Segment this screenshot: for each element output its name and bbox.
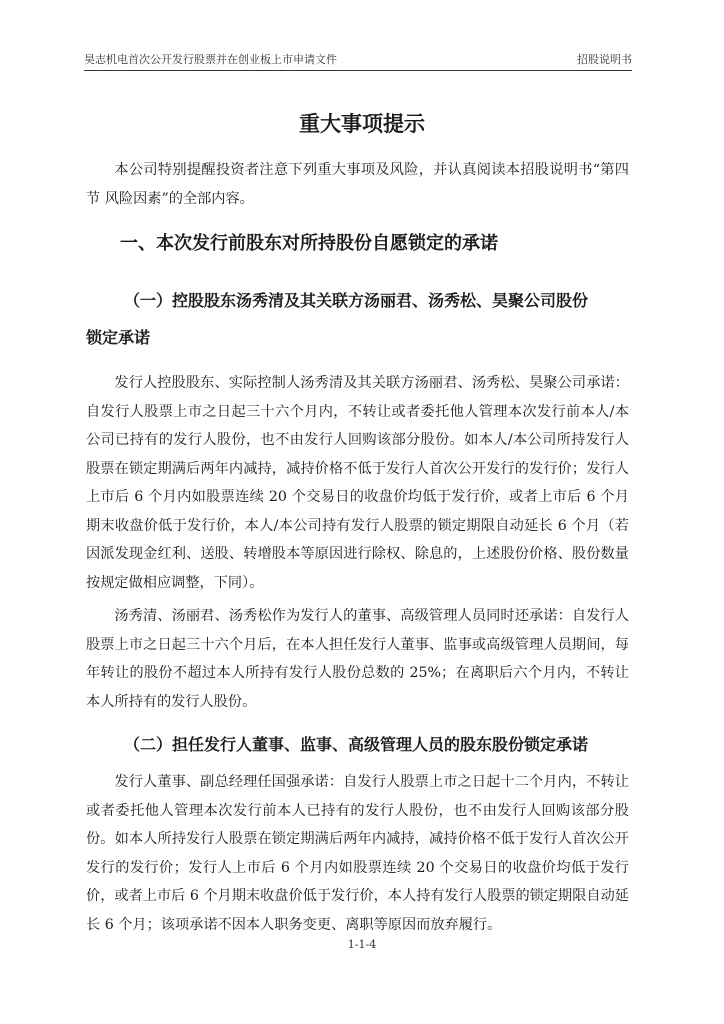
header-divider [84,70,632,71]
body-paragraph: 发行人控股股东、实际控制人汤秀清及其关联方汤丽君、汤秀松、昊聚公司承诺：自发行人股票上市之日起三十六个月内，不转让或者委托他人管理本次发行前本人/本公司已持有的发行人股份，也不由发行人回购该部分股份。如本人/本公司所持发行人股票在锁定期满后两年内减持，减持价格不低于发行人首次公开发行的发行价；发行人上市后 6 个月内如股票连续 20 个交易日的收盘价均低于发行价，或者上市后 6 个月期末收盘价低于发行价，本人/本公司持有发行人股票的锁定期限自动延长 6 个月（若因派发现金红利、送股、转增股本等原因进行除权、除息的，上述股份价格、股份数量按规定做相应调整，下同）。 [86,375,629,591]
page-number: 1-1-4 [347,938,377,951]
body-paragraph: 发行人董事、副总经理任国强承诺：自发行人股票上市之日起十二个月内，不转让或者委托他人管理本次发行前本人已持有的发行人股份，也不由发行人回购该部分股份。如本人所持发行人股票在锁定期满后两年内减持，减持价格不低于发行人首次公开发行的发行价；发行人上市后 6 个月内如股票连续 20 个交易日的收盘价均低于发行价，或者上市后 6 个月期末收盘价低于发行价，本人持有发行人股票的锁定期限自动延长 6 个月；该项承诺不因本人职务变更、离职等原因而放弃履行。 [86,774,629,933]
header-document-title: 昊志机电首次公开发行股票并在创业板上市申请文件 [84,53,337,66]
body-paragraph: 汤秀清、汤丽君、汤秀松作为发行人的董事、高级管理人员同时还承诺：自发行人股票上市之日起三十六个月后，在本人担任发行人董事、监事或高级管理人员期间，每年转让的股份不超过本人所持有发行人股份总数的 25%；在离职后六个月内，不转让本人所持有的发行人股份。 [86,608,629,710]
subsection-heading-1-line1: （一）控股股东汤秀清及其关联方汤丽君、汤秀松、昊聚公司股份 [124,291,589,310]
section-heading-1: 一、本次发行前股东对所持股份自愿锁定的承诺 [120,233,498,254]
intro-paragraph: 本公司特别提醒投资者注意下列重大事项及风险，并认真阅读本招股说明书“第四节 风险因素”的全部内容。 [86,162,629,207]
subsection-heading-1-line2: 锁定承诺 [86,328,151,347]
page-title: 重大事项提示 [299,112,425,136]
page-header [84,51,632,69]
subsection-heading-2: （二）担任发行人董事、监事、高级管理人员的股东股份锁定承诺 [124,735,589,754]
header-document-type: 招股说明书 [577,53,632,66]
